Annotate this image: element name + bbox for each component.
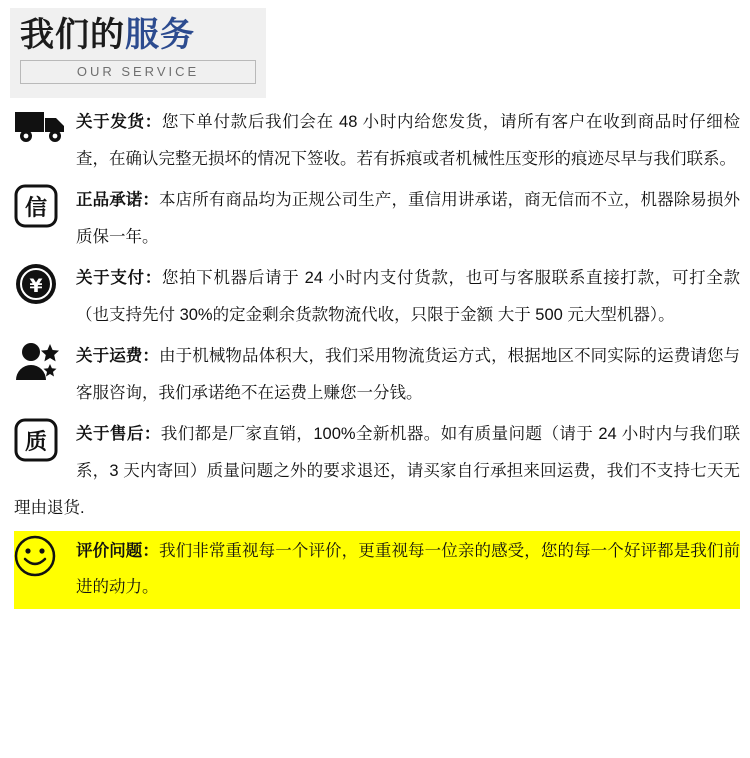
banner-title-cn-part2: 服务 bbox=[125, 16, 195, 54]
trust-seal-icon bbox=[14, 182, 76, 232]
section-after-sales-lead: 关于售后： bbox=[76, 425, 161, 443]
section-payment-text bbox=[14, 260, 740, 334]
svg-text:信: 信 bbox=[24, 196, 48, 221]
banner-en-box bbox=[20, 60, 256, 84]
section-freight-text bbox=[14, 338, 740, 412]
section-after-sales-text bbox=[14, 416, 740, 527]
section-authenticity-text bbox=[14, 182, 740, 256]
quality-seal-icon bbox=[14, 416, 76, 466]
section-freight bbox=[14, 338, 740, 412]
yen-coin-icon bbox=[14, 260, 76, 310]
banner-title-en: OUR SERVICE bbox=[76, 64, 200, 79]
section-review-lead: 评价问题： bbox=[76, 542, 160, 560]
section-shipping-text bbox=[14, 104, 740, 178]
section-shipping bbox=[14, 104, 740, 178]
svg-text:质: 质 bbox=[24, 430, 48, 455]
section-review-body: 我们非常重视每一个评价，更重视每一位亲的感受，您的每一个好评都是我们前进的动力。 bbox=[76, 542, 741, 596]
section-freight-body: 由于机械物品体积大，我们采用物流货运方式，根据地区不同实际的运费请您与客服咨询，我们承诺绝不在运费上赚您一分钱。 bbox=[76, 347, 741, 402]
service-info-page bbox=[0, 8, 750, 758]
section-freight-lead: 关于运费： bbox=[76, 347, 160, 365]
svg-text:¥: ¥ bbox=[29, 275, 43, 297]
sections-list bbox=[0, 104, 750, 609]
section-authenticity-lead: 正品承诺： bbox=[76, 191, 160, 209]
section-authenticity-body: 本店所有商品均为正规公司生产，重信用讲承诺，商无信而不立，机器除易损外质保一年。 bbox=[76, 191, 741, 246]
banner-title-cn bbox=[20, 16, 256, 54]
section-payment bbox=[14, 260, 740, 334]
section-payment-lead: 关于支付： bbox=[76, 269, 162, 287]
section-shipping-lead: 关于发货： bbox=[76, 113, 162, 131]
section-payment-body: 您拍下机器后请于 24 小时内支付货款，也可与客服联系直接打款，可打全款（也支持先付 30%的定金剩余货款物流代收，只限于金额 大于 500 元大型机器）。 bbox=[76, 269, 740, 324]
banner-title-cn-part1: 我们的 bbox=[20, 16, 125, 54]
section-shipping-body: 您下单付款后我们会在 48 小时内给您发货，请所有客户在收到商品时仔细检查，在确认完整无损坏的情况下签收。若有拆痕或者机械性压变形的痕迹尽早与我们联系。 bbox=[76, 113, 740, 168]
section-after-sales bbox=[14, 416, 740, 527]
section-authenticity bbox=[14, 182, 740, 256]
section-review bbox=[14, 531, 740, 609]
truck-icon bbox=[14, 104, 76, 154]
smiley-face-icon bbox=[14, 533, 76, 583]
section-after-sales-body: 我们都是厂家直销，100%全新机器。如有质量问题（请于 24 小时内与我们联系，3 天内寄回）质量问题之外的要求退还，请买家自行承担来回运费，我们不支持七天无理由退货. bbox=[14, 425, 740, 517]
customer-service-icon bbox=[14, 338, 76, 388]
section-review-text bbox=[14, 533, 740, 605]
banner bbox=[10, 8, 266, 98]
